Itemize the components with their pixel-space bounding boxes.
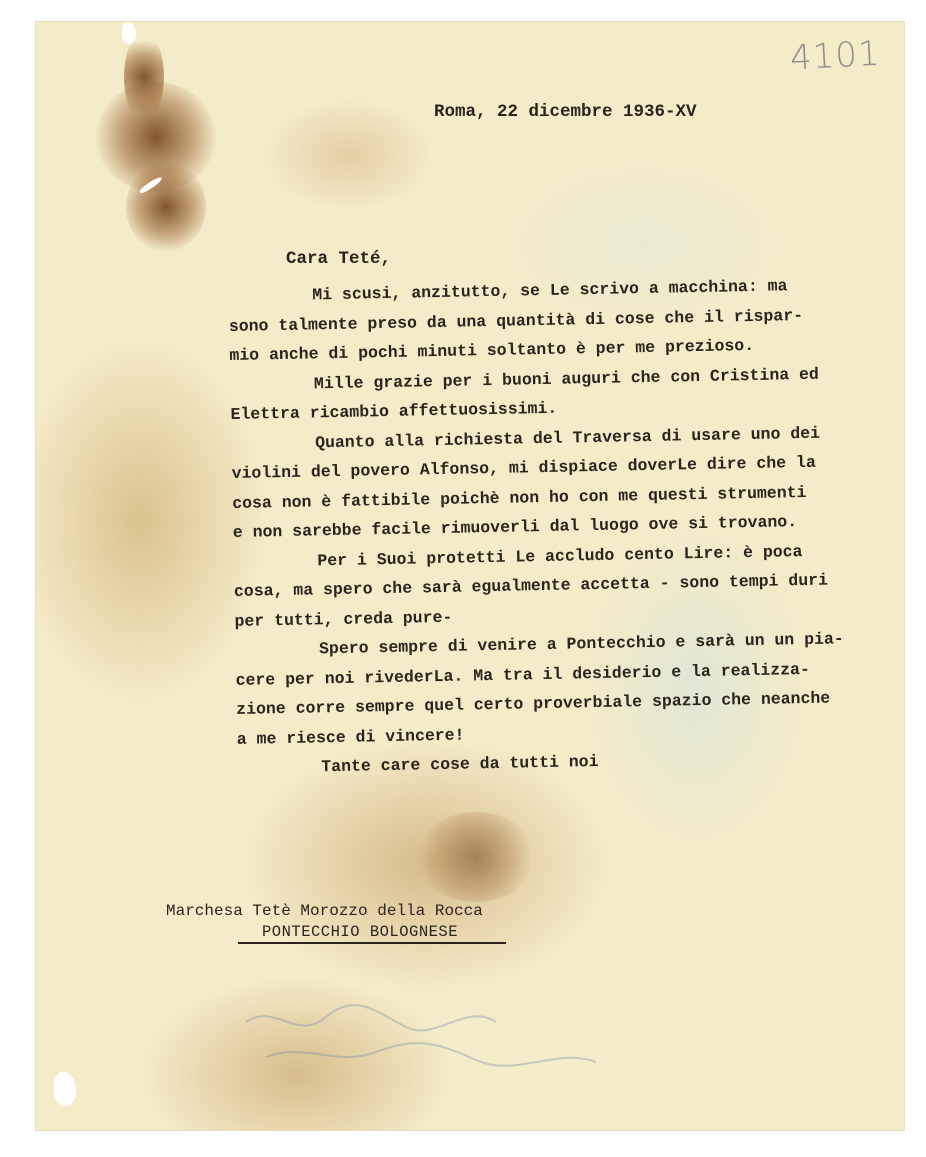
letter-salutation: Cara Teté, [286, 249, 392, 269]
letter-line: Spero sempre di venire a Pontecchio e sarà un un pia- [318, 629, 844, 659]
ink-stain [416, 812, 536, 902]
letter-line: sono talmente preso da una quantità di cose che il rispar- [228, 305, 804, 336]
recipient-place: PONTECCHIO BOLOGNESE [166, 922, 483, 942]
letter-line: violini del povero Alfonso, mi dispiace doverLe dire che la [231, 452, 816, 483]
letter-line: Quanto alla richiesta del Traversa di usare uno dei [314, 423, 821, 452]
paper-hole [54, 1072, 76, 1106]
recipient-block [166, 900, 483, 942]
letter-line: cosa non è fattibile poichè non ho con me questi strumenti [232, 482, 807, 513]
faded-handwriting [236, 982, 656, 1072]
letter-line: cere per noi rivederLa. Ma tra il desiderio e la realizza- [235, 659, 811, 690]
archive-number: 4101 [789, 33, 882, 79]
ink-stain [124, 32, 164, 122]
letter-line: Mille grazie per i buoni auguri che con Cristina ed [313, 364, 820, 393]
letter-line: Mi scusi, anzitutto, se Le scrivo a macchina: ma [312, 276, 788, 305]
letter-line: e non sarebbe facile rimuoverli dal luogo ove si trovano. [232, 512, 798, 542]
recipient-name: Marchesa Tetè Morozzo della Rocca [166, 902, 483, 920]
paper-hole [122, 22, 136, 44]
letter-line: Tante care cose da tutti noi [321, 751, 599, 777]
letter-line: cosa, ma spero che sarà egualmente accetta - sono tempi duri [233, 570, 829, 601]
letter-line: Elettra ricambio affettuosissimi. [230, 398, 558, 424]
letter-line: zione corre sempre quel certo proverbiale spazio che neanche [236, 688, 831, 719]
letter-page [36, 22, 904, 1130]
letter-line: a me riesce di vincere! [236, 725, 465, 749]
letter-body [228, 269, 898, 783]
letter-line: per tutti, creda pure- [234, 607, 453, 631]
letter-line: Per i Suoi protetti Le accludo cento Lire: è poca [317, 541, 803, 570]
letter-line: mio anche di pochi minuti soltanto è per me prezioso. [229, 335, 755, 365]
letter-dateline: Roma, 22 dicembre 1936-XV [434, 102, 697, 122]
ink-stain [126, 162, 206, 252]
